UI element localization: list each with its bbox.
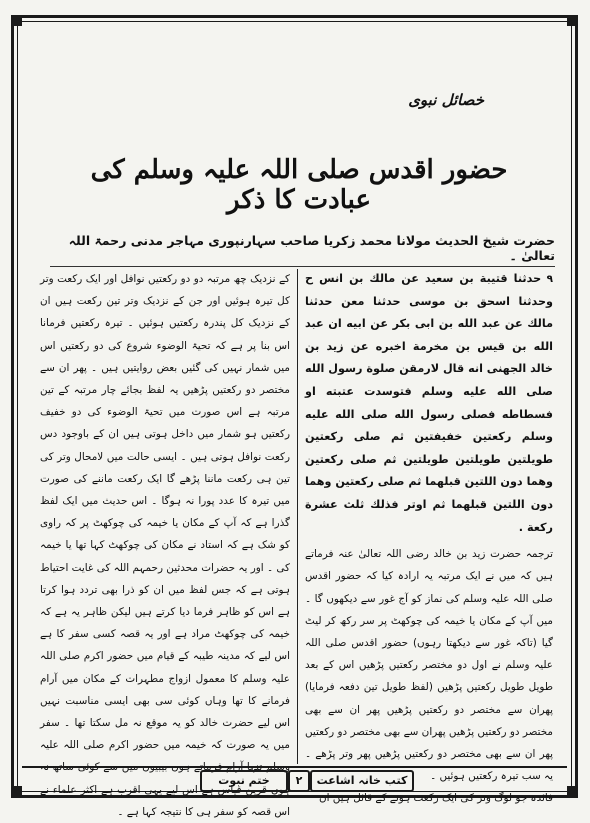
- footer-label-left: ختم نبوت: [200, 770, 288, 792]
- left-column: [40, 268, 290, 823]
- border-corner-ornament: [12, 786, 22, 796]
- commentary-text: کے نزدیک چھ مرتبہ دو دو رکعتیں نوافل اور ایک رکعت وتر کل تیرہ ہوئیں اور جن کے نزدیک وتر تین رکعت ہیں ان کے نزدیک کل پندرہ رکعتیں ہوئیں ۔ تیرہ رکعتیں فرمانا اس بنا پر ہے کہ تحیۃ الوضوء شروع کی دو رکعتیں اس میں شمار نہیں کی گئیں بعض روایتیں ہیں ۔ پھر ان سے مختصر دو رکعتیں پڑھیں یہ لفظ بجائے چار مرتبہ کے تین مرتبہ ہے اس صورت میں تحیۃ الوضوء کی دو خفیف رکعتیں ہو شمار میں داخل ہوتی ہیں ان کے باوجود دس رکعت نوافل ہوتی ہیں ۔ ایسی حالت میں لامحال وتر کی تین ہی رکعت ماننا پڑھے گا ایک رکعت ماننے کی صورت میں تیرہ کا عدد پورا نہ ہوگا ۔ اس حدیث میں ایک لفظ گذرا ہے کہ آپ کے مکان یا خیمہ کی چوکھٹ پر کہ راوی کو شک ہے کہ استاد نے مکان کی چوکھٹ کہا تھا یا خیمہ کی ۔ اور یہ حضرات محدثین رحمہم اللہ کی غایت احتیاط ہوتی ہے کہ جس لفظ میں ان کو ذرا بھی تردد ہوا کرتا ہے اس کو ظاہر فرما دیا کرتے ہیں لیکن ظاہر یہ ہے کہ خیمہ کی چوکھٹ مراد ہے اور یہ قصہ کسی سفر کا ہے اس لیے کہ مدینہ طیبہ کے قیام میں حضور اکرم صلی اللہ علیہ وسلم کا معمول ازواج مطہرات کے مکان میں آرام فرمانے کا تھا وہاں کوئی سی بھی ایسی مناسبت نہیں اس لیے حضرت خالد کو یہ موقع نہ مل سکتا تھا ۔ سفر میں یہ صورت کہ خیمہ میں حضور اکرم صلی اللہ علیہ وسلم تنہا آرام فرماتے ہوں بیبیوں میں سے کوئی ساتھ نہ ہوں قرین قیاس ہے اس لیے یہی اقرب ہے اکثر علماء نے اس قصہ کو سفر ہی کا نتیجہ کہا ہے ۔: [40, 273, 290, 818]
- paragraph-number: ۹: [546, 273, 553, 285]
- right-column: [305, 268, 553, 810]
- border-corner-ornament: [567, 16, 577, 26]
- column-divider: [297, 269, 298, 764]
- section-header: خصائل نبوی: [408, 91, 484, 109]
- benefit-note: فائدہ جو لوگ وتر کی ایک رکعت ہونے کے قائل ہیں ان: [318, 792, 553, 805]
- chapter-title: حضور اقدس صلی اللہ علیہ وسلم کی عبادت کا ذکر: [90, 155, 508, 215]
- hadith-translation: ترجمہ حضرت زید بن خالد رضی اللہ تعالیٰ عنہ فرماتے ہیں کہ میں نے ایک مرتبہ یہ ارادہ کیا کہ حضور اقدس صلی اللہ علیہ وسلم کی نماز کو آج غور سے دیکھوں گا ۔ میں آپ کے مکان یا خیمہ کی چوکھٹ پر سر رکھ کر لیٹ گیا (تاکہ غور سے دیکھتا رہوں) حضور اقدس صلی اللہ علیہ وسلم نے اول دو مختصر رکعتیں پڑھیں اس کے بعد طویل طویل رکعتیں پڑھیں (لفظ طویل تین دفعہ فرمایا) پھران سے مختصر دو رکعتیں پڑھیں پھر ان سے بھی مختصر دو رکعتیں پڑھیں پھران سے بھی مختصر دو رکعتیں پھر ان سے بھی مختصر دو رکعتیں پڑھیں پھر وتر پڑھے ۔ یہ سب تیرہ رکعتیں ہوئیں ۔: [305, 548, 553, 783]
- footer-label-right: کتب خانہ اشاعت: [310, 770, 414, 792]
- border-corner-ornament: [567, 786, 577, 796]
- hadith-arabic-text: حدثنا قتيبة بن سعيد عن مالك بن انس ح وحدثنا اسحق بن موسى حدثنا معن حدثنا مالك عن عبد الله بن ابى بكر عن ابيه ان عبد الله بن قيس بن مخرمة اخبره عن زيد بن خالد الجهنى انه قال لارمقن صلوة رسول الله صلى الله عليه وسلم فتوسدت عتبته او فسطاطه فصلى رسول الله صلى الله عليه وسلم ركعتين خفيفتين ثم صلى ركعتين طويلتين طويلتين طويلتين ثم صلى ركعتين وهما دون اللتين قبلهما ثم صلى ركعتين وهما دون اللتين قبلهما ثم اوتر فذلك ثلث عشرة ركعة .: [305, 272, 553, 534]
- page-number: ۲: [288, 770, 310, 792]
- border-corner-ornament: [12, 16, 22, 26]
- author-attribution: حضرت شیخ الحدیث مولانا محمد زکریا صاحب سہارنپوری مہاجر مدنی رحمۃ اللہ تعالیٰ ۔: [50, 233, 555, 267]
